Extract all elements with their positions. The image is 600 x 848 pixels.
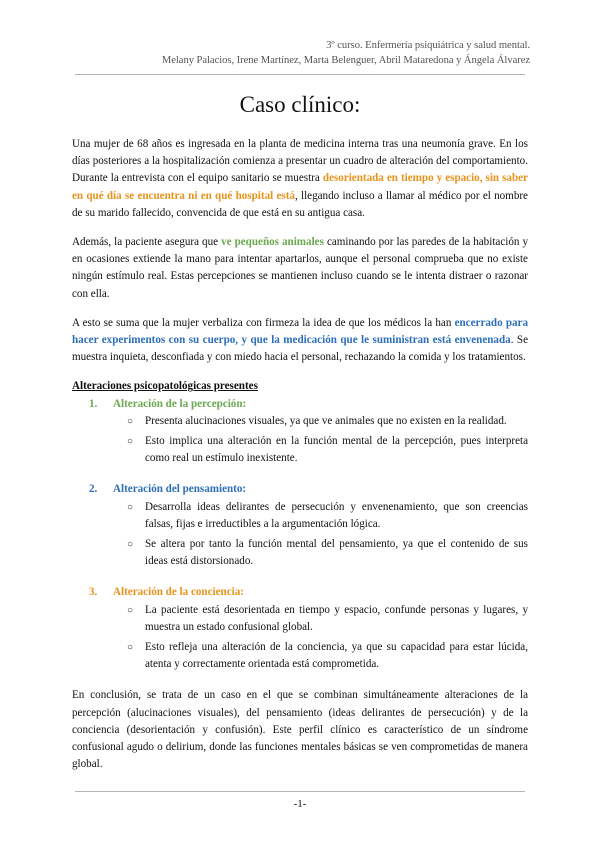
paragraph-hallucinations [72,234,528,303]
bullet-item [127,433,528,467]
bullet-item [127,499,528,533]
header-authors: Melany Palacios, Irene Martínez, Marta Belenguer, Abril Mataredona y Ángela Álvarez [161,55,530,66]
section-heading: Alteraciones psicopatológicas presentes [72,380,258,393]
bullet-list [127,499,528,571]
bullet-text: Esto implica una alteración en la función mental de la percepción, pues interpreta como real un estímulo inexistente. [145,435,528,465]
bullet-circle-icon: ○ [127,539,134,551]
header-divider [75,74,525,75]
paragraph-text: . Se muestra inquieta, desconfiada y con miedo hacia el personal, rechazando la comida y los tratamientos. [72,334,528,364]
list-item-perception [72,396,528,468]
paragraph-text: , llegando incluso a llamar al médico por el nombre de su marido fallecido, convencida de que está en su antigua casa. [72,189,528,219]
highlight-disorientation: desorientada en tiempo y espacio, sin saber en qué día se encuentra ni en qué hospital está [72,172,528,202]
paragraph-text: Una mujer de 68 años es ingresada en la planta de medicina interna tras una neumonía grave. En los días posteriores a la hospitalización comienza a presentar un cuadro de alteración del comportamiento. Durante la entrevista con el equipo sanitario se muestra [72,138,528,185]
bullet-text: La paciente está desorientada en tiempo y espacio, confunde personas y lugares, y muestra un estado confusional global. [145,603,528,633]
item-heading [89,584,528,601]
bullet-text: Se altera por tanto la función mental del pensamiento, ya que el contenido de sus ideas está distorsionado. [145,538,528,568]
item-label: Alteración de la percepción: [113,397,247,410]
item-label: Alteración del pensamiento: [113,483,247,496]
list-item-thought [72,481,528,570]
paragraph-text: A esto se suma que la mujer verbaliza con firmeza la idea de que los médicos la han [72,316,455,329]
bullet-list [127,602,528,674]
highlight-delusion: encerrado para hacer experimentos con su cuerpo, y que la medicación que le suministran está envenenada [72,316,529,347]
bullet-text: Esto refleja una alteración de la conciencia, ya que su capacidad para estar lúcida, atenta y correctamente orientada está comprometida. [145,641,528,671]
bullet-item [127,602,528,636]
bullet-item [127,413,528,430]
page-title: Caso clínico: [239,92,361,117]
item-number: 1. [89,397,98,410]
paragraph-text: caminando por las paredes de la habitación y en ocasiones extiende la mano para intentar apartarlos, aunque el personal comprueba que no existe ningún estímulo real. Estas percepciones se mantienen incluso cuando se le intenta distraer o razonar con ella. [72,236,528,300]
page-header [70,38,530,68]
paragraph-text: Además, la paciente asegura que [72,236,222,249]
paragraph-conclusion: En conclusión, se trata de un caso en el que se combinan simultáneamente alteraciones de la percepción (alucinaciones visuales), del pensamiento (ideas delirantes de persecución) y de la conciencia (desorientación y confusión). Este perfil clínico es característico de un síndrome confusional agudo o delirium, donde las funciones mentales básicas se ven comprometidas de manera global. [72,689,528,771]
bullet-item [127,536,528,570]
bullet-list [127,413,528,468]
item-heading [89,481,528,498]
bullet-circle-icon: ○ [127,604,134,616]
bullet-circle-icon: ○ [127,436,134,448]
document-body [72,136,528,786]
page-number: -1- [293,798,307,810]
item-label: Alteración de la conciencia: [113,586,244,599]
footer-divider [75,791,525,792]
highlight-animals: ve pequeños animales [221,236,324,249]
bullet-item [127,639,528,673]
bullet-circle-icon: ○ [127,642,134,654]
header-course: 3º curso. Enfermería psiquiátrica y salud mental. [326,40,530,51]
bullet-text: Presenta alucinaciones visuales, ya que ve animales que no existen en la realidad. [145,414,507,427]
bullet-text: Desarrolla ideas delirantes de persecución y envenenamiento, que son creencias falsas, fijas e irreductibles a la argumentación lógica. [145,500,528,530]
item-number: 2. [89,483,98,496]
paragraph-case-intro [72,136,528,222]
list-item-consciousness [72,584,528,673]
item-number: 3. [89,586,98,599]
bullet-circle-icon: ○ [127,501,134,513]
bullet-circle-icon: ○ [127,415,134,427]
paragraph-delusions [72,315,528,367]
item-heading [89,396,528,413]
